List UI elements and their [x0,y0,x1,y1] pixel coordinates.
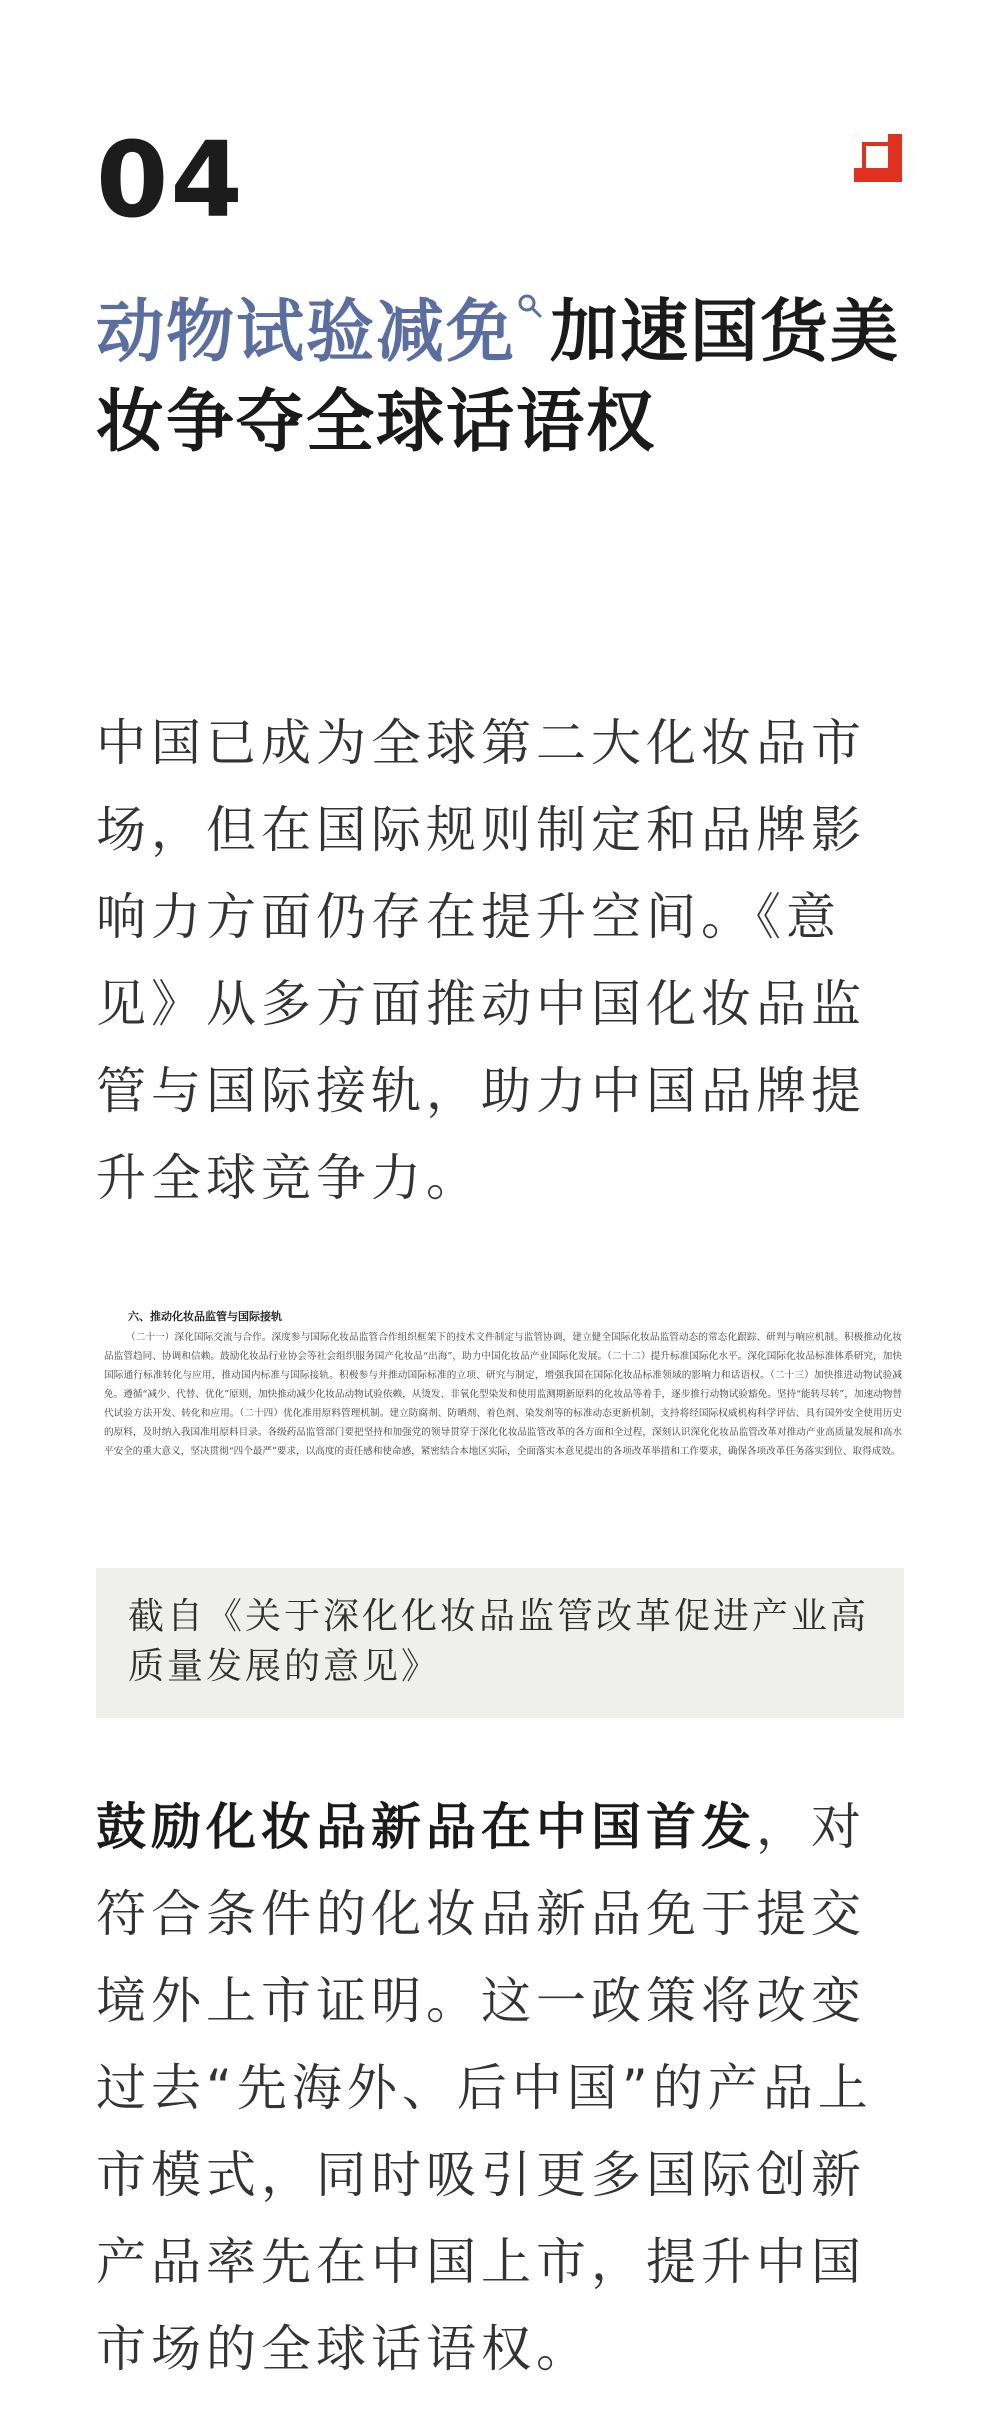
document-excerpt-image [96,1300,904,1562]
headline [96,288,916,468]
policy-paragraph [96,1784,908,2393]
document-excerpt-heading: 六、推动化妆品监管与国际接轨 [128,1310,282,1323]
image-caption-text: 截自《关于深化化妆品监管改革促进产业高质量发展的意见》 [128,1596,870,1687]
headline-accent: 动物试验减免 [96,293,517,372]
policy-bold-lead: 鼓励化妆品新品在中国首发 [96,1798,756,1856]
search-icon [516,292,544,336]
intro-paragraph: 中国已成为全球第二大化妆品市场，但在国际规则制定和品牌影响力方面仍存在提升空间。《意见》从多方面推动中国化妆品监管与国际接轨，助力中国品牌提升全球竞争力。 [96,714,866,1207]
section-number: 04 [96,119,245,241]
headline-rest: 加速国货美妆争夺全球话语权 [96,293,901,462]
image-caption [96,1568,904,1718]
corner-bracket-mark [852,132,904,184]
policy-text: ，对符合条件的化妆品新品免于提交境外上市证明。这一政策将改变过去“先海外、后中国”的产品上市模式，同时吸引更多国际创新产品率先在中国上市，提升中国市场的全球话语权。 [96,1798,873,2378]
document-excerpt-body: （二十一）深化国际交流与合作。深度参与国际化妆品监管合作组织框架下的技术文件制定与监管协调，建立健全国际化妆品监管动态的常态化跟踪、研判与响应机制。积极推动化妆品监管趋同、协调和信赖。鼓励化妆品行业协会等社会组织服务国产化妆品“出海”，助力中国化妆品产业国际化发展。（二十二）提升标准国际化水平。深化国际化妆品标准体系研究，加快国际通行标准转化与应用，推动国内标准与国际接轨。积极参与并推动国际标准的立项、研究与制定，增强我国在国际化妆品标准领域的影响力和话语权。（二十三）加快推进动物试验减免。遵循“减少、代替、优化”原则，加快推动减少化妆品动物试验依赖，从烫发、非氧化型染发和使用监测期新原料的化妆品等着手，逐步推行动物试验豁免。坚持“能转尽转”，加速动物替代试验方法开发、转化和应用。（二十四）优化准用原料管理机制。建立防腐剂、防晒剂、着色剂、染发剂等的标准动态更新机制，支持将经国际权威机构科学评估、具有国外安全使用历史的原料，及时纳入我国准用原料目录。各级药品监管部门要把坚持和加强党的领导贯穿于深化化妆品监管改革的各方面和全过程，深刻认识深化化妆品监管改革对推动产业高质量发展和高水平安全的重大意义，坚决贯彻“四个最严”要求，以高度的责任感和使命感，紧密结合本地区实际，全面落实本意见提出的各项改革举措和工作要求，确保各项改革任务落实到位、取得成效。 [104,1332,902,1457]
